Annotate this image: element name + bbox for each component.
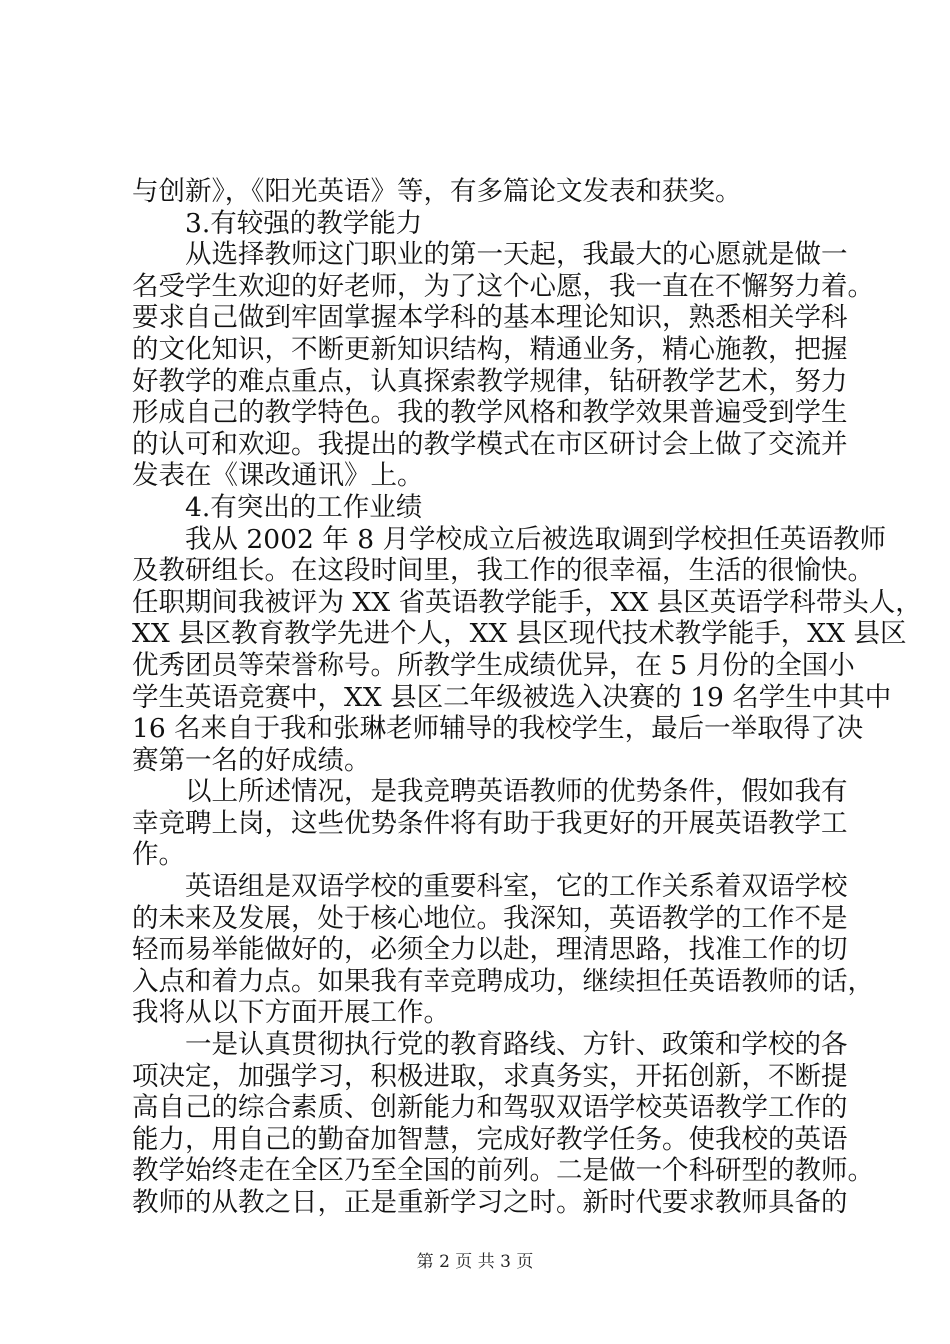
text-line: 与创新》，《阳光英语》等，有多篇论文发表和获奖。 xyxy=(132,176,742,207)
text-line: 教学始终走在全区乃至全国的前列。二是做一个科研型的教师。 xyxy=(132,1155,874,1187)
text-line: 赛第一名的好成绩。 xyxy=(132,744,371,776)
text-line: 英语组是双语学校的重要科室，它的工作关系着双语学校 xyxy=(185,871,848,903)
text-line: 16 名来自于我和张琳老师辅导的我校学生，最后一举取得了决 xyxy=(132,713,864,745)
text-line: 教师的从教之日，正是重新学习之时。新时代要求教师具备的 xyxy=(132,1187,848,1218)
body-text xyxy=(132,176,922,1219)
text-line: 好教学的难点重点，认真探索教学规律，钻研教学艺术，努力 xyxy=(132,365,848,397)
page-footer: 第 2 页 共 3 页 xyxy=(416,1252,534,1272)
text-line: XX 县区教育教学先进个人，XX 县区现代技术教学能手，XX 县区 xyxy=(132,618,907,650)
text-line: 形成自己的教学特色。我的教学风格和教学效果普遍受到学生 xyxy=(132,397,848,429)
text-line: 幸竞聘上岗，这些优势条件将有助于我更好的开展英语教学工 xyxy=(132,807,848,839)
text-line: 发表在《课改通讯》上。 xyxy=(132,460,424,492)
text-line: 任职期间我被评为 XX 省英语教学能手，XX 县区英语学科带头人， xyxy=(132,586,922,618)
text-line: 项决定，加强学习，积极进取，求真务实，开拓创新，不断提 xyxy=(132,1060,848,1092)
text-line: 学生英语竞赛中，XX 县区二年级被选入决赛的 19 名学生中其中 xyxy=(132,681,892,713)
text-line: 的认可和欢迎。我提出的教学模式在市区研讨会上做了交流并 xyxy=(132,428,848,460)
text-line: 的文化知识，不断更新知识结构，精通业务，精心施教，把握 xyxy=(132,333,848,365)
text-line: 一是认真贯彻执行党的教育路线、方针、政策和学校的各 xyxy=(185,1029,848,1061)
text-line: 入点和着力点。如果我有幸竞聘成功，继续担任英语教师的话， xyxy=(132,965,874,997)
text-line: 从选择教师这门职业的第一天起，我最大的心愿就是做一 xyxy=(185,239,848,271)
text-line: 名受学生欢迎的好老师，为了这个心愿，我一直在不懈努力着。 xyxy=(132,270,874,302)
text-line: 优秀团员等荣誉称号。所教学生成绩优异，在 5 月份的全国小 xyxy=(132,649,855,681)
text-line: 高自己的综合素质、创新能力和驾驭双语学校英语教学工作的 xyxy=(132,1092,848,1124)
text-line: 要求自己做到牢固掌握本学科的基本理论知识，熟悉相关学科 xyxy=(132,302,848,334)
text-line: 我将从以下方面开展工作。 xyxy=(132,997,450,1029)
text-line: 及教研组长。在这段时间里，我工作的很幸福，生活的很愉快。 xyxy=(132,555,874,587)
text-line: 我从 2002 年 8 月学校成立后被选取调到学校担任英语教师 xyxy=(185,523,886,555)
section-heading: 3.有较强的教学能力 xyxy=(185,207,423,239)
text-line: 轻而易举能做好的，必须全力以赴，理清思路，找准工作的切 xyxy=(132,934,848,966)
section-heading: 4.有突出的工作业绩 xyxy=(185,491,423,523)
text-line: 作。 xyxy=(132,839,185,871)
text-line: 以上所述情况，是我竞聘英语教师的优势条件，假如我有 xyxy=(185,776,848,808)
text-line: 能力，用自己的勤奋加智慧，完成好教学任务。使我校的英语 xyxy=(132,1123,848,1155)
text-line: 的未来及发展，处于核心地位。我深知，英语教学的工作不是 xyxy=(132,902,848,934)
